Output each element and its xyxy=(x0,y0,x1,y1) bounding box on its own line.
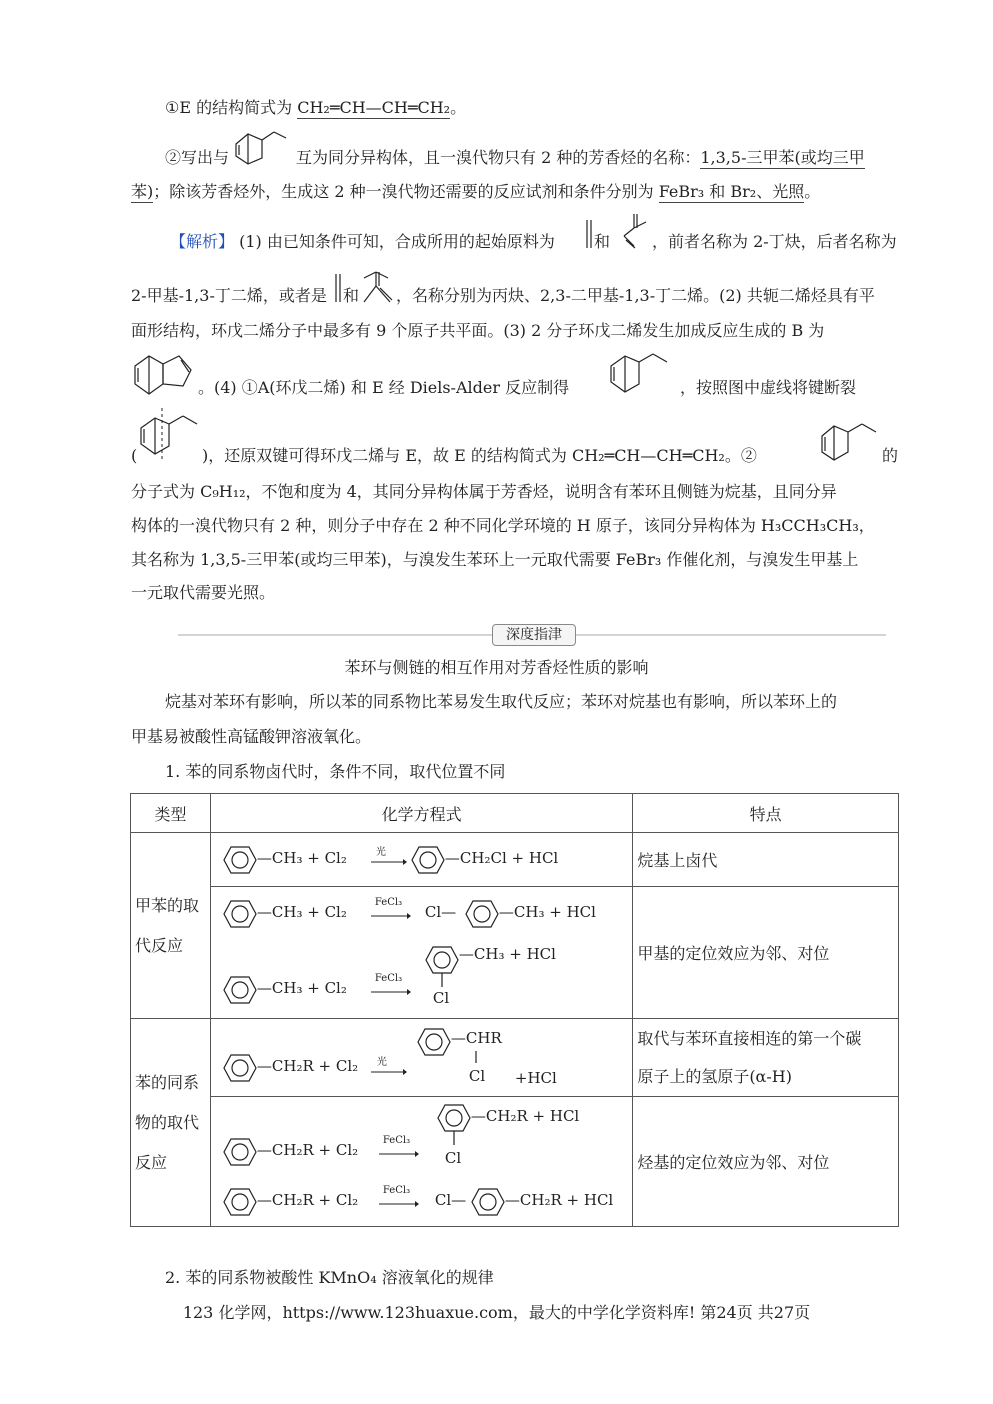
bond-line-icon xyxy=(437,973,447,989)
analysis-text: ，名称分别为丙炔、2,3-二甲基-1,3-丁二烯。(2) 共轭二烯烃具有平 xyxy=(396,286,875,305)
benzene-ring-icon xyxy=(411,845,445,875)
table-row xyxy=(131,887,899,1019)
analysis-text: ，按照图中虚线将键断裂 xyxy=(680,378,857,397)
eq-right: —CH₃ + HCl xyxy=(458,945,556,963)
eq-right: —CH₂R + HCl xyxy=(470,1107,580,1125)
punct: 。 xyxy=(804,182,821,201)
analysis-line4 xyxy=(198,378,569,398)
analysis-text: ( xyxy=(131,446,138,465)
eq-condition: FeCl₃ xyxy=(382,1185,411,1196)
eq-left: —CH₂R + Cl₂ xyxy=(256,1141,359,1159)
q4-line2 xyxy=(165,148,229,168)
dimethylbutadiene-structure-icon xyxy=(360,268,396,306)
section-p2: 甲基易被酸性高锰酸钾溶液氧化。 xyxy=(131,727,372,746)
eq-condition: FeCl₃ xyxy=(374,973,403,984)
eq-tail: +HCl xyxy=(514,1069,557,1087)
feature-cell: 烃基的定位效应为邻、对位 xyxy=(633,1097,899,1227)
isomer-answer: 1,3,5-三甲苯(或均三甲 xyxy=(700,148,865,167)
analysis-text: )，还原双键可得环戊二烯与 E，故 E 的结构简式为 CH₂═CH—CH═CH₂。② xyxy=(202,446,757,465)
q4-line1 xyxy=(165,98,466,118)
feature-cell: 烷基上卤代 xyxy=(633,833,899,887)
eq-substituent: Cl xyxy=(468,1067,486,1085)
eq-substituent: Cl xyxy=(432,989,450,1007)
eq-left: —CH₃ + Cl₂ xyxy=(256,903,347,921)
feature-text: 原子上的氢原子(α-H) xyxy=(637,1066,792,1086)
analysis-line2b xyxy=(343,286,359,306)
benzene-ring-icon xyxy=(223,1137,257,1167)
analysis-text: 。(4) ①A(环戊二烯) 和 E 经 Diels-Alder 反应制得 xyxy=(198,378,570,397)
eq-left: —CH₃ + Cl₂ xyxy=(256,979,347,997)
benzene-ring-icon xyxy=(223,1187,257,1217)
isoprene-structure-icon xyxy=(618,212,650,250)
dicyclopentadiene-structure-icon xyxy=(131,350,197,400)
item2: 2. 苯的同系物被酸性 KMnO₄ 溶液氧化的规律 xyxy=(165,1268,494,1287)
reaction-table xyxy=(130,793,899,1227)
analysis-text: ，前者名称为 2-丁炔，后者名称为 xyxy=(652,232,897,251)
eq-left: —CH₃ + Cl₂ xyxy=(256,849,347,867)
eq-left: —CH₂R + Cl₂ xyxy=(256,1191,359,1209)
analysis-text: 构体的一溴代物只有 2 种，则分子中存在 2 种不同化学环境的 H 原子，该同分异构体为 H₃CCH₃CH₃， xyxy=(131,516,875,535)
eq-prefix: Cl— xyxy=(434,1191,467,1209)
analysis-line3 xyxy=(131,321,824,341)
q4-line3 xyxy=(131,182,820,202)
benzene-ring-icon xyxy=(223,975,257,1005)
isomer-mid: 互为同分异构体，且一溴代物只有 2 种的芳香烃的名称： xyxy=(296,148,701,167)
norbornene-vinyl-ref-icon xyxy=(818,420,880,470)
table-row xyxy=(131,833,899,887)
analysis-line8 xyxy=(131,550,858,570)
benzene-ring-icon xyxy=(471,1187,505,1217)
reaction-arrow-icon xyxy=(371,1069,407,1075)
equation-cell xyxy=(210,1019,632,1097)
analysis-line1c xyxy=(652,232,897,252)
analysis-text: 2-甲基-1,3-丁二烯，或者是 xyxy=(131,286,327,305)
e-formula-answer: CH₂═CH—CH═CH₂ xyxy=(297,98,451,117)
table-header: 特点 xyxy=(633,794,899,833)
eq-right: —CH₃ + HCl xyxy=(498,903,596,921)
eq-left: —CH₂R + Cl₂ xyxy=(256,1057,359,1075)
table-row xyxy=(131,1097,899,1227)
norbornene-vinyl-product-icon xyxy=(607,348,671,398)
eq-prefix: Cl— xyxy=(424,903,457,921)
q4-line2b xyxy=(296,148,865,168)
type-cell xyxy=(131,833,211,1019)
punct: 。 xyxy=(450,98,467,117)
reagent-answer: FeBr₃ 和 Br₂、光照 xyxy=(658,182,805,201)
eq-right: —CHR xyxy=(450,1029,502,1047)
benzene-ring-icon xyxy=(223,899,257,929)
eq-condition: FeCl₃ xyxy=(382,1135,411,1146)
eq-right: —CH₂Cl + HCl xyxy=(444,849,559,867)
equation-cell xyxy=(210,833,632,887)
analysis-line2c xyxy=(396,286,875,306)
type-text: 苯的同系 xyxy=(135,1072,200,1092)
table-header: 类型 xyxy=(131,794,211,833)
bond-line-icon xyxy=(471,1051,481,1065)
analysis-text: 一元取代需要光照。 xyxy=(131,583,276,602)
eq-substituent: Cl xyxy=(444,1149,462,1167)
bond-cleavage-structure-icon xyxy=(137,408,203,462)
analysis-line9 xyxy=(131,583,275,603)
reaction-arrow-icon xyxy=(371,989,411,995)
section-tag: 深度指津 xyxy=(492,624,576,646)
reaction-arrow-icon xyxy=(371,913,411,919)
analysis-text: (1) 由已知条件可知，合成所用的起始原料为 xyxy=(239,232,555,251)
benzene-ring-icon xyxy=(223,1053,257,1083)
analysis-line4b xyxy=(680,378,856,398)
reaction-arrow-icon xyxy=(371,859,407,865)
isomer-lead: ②写出与 xyxy=(165,148,230,167)
analysis-line2 xyxy=(131,286,327,306)
benzene-ring-icon xyxy=(417,1027,451,1057)
benzene-ring-icon xyxy=(437,1103,471,1133)
type-cell xyxy=(131,1019,211,1227)
e-lead: ①E 的结构简式为 xyxy=(165,98,298,117)
norbornene-vinyl-structure-icon xyxy=(232,128,290,168)
reaction-arrow-icon xyxy=(379,1151,419,1157)
reagent-lead: ；除该芳香烃外，生成这 2 种一溴代物还需要的反应试剂和条件分别为 xyxy=(153,182,659,201)
eq-right: —CH₂R + HCl xyxy=(504,1191,614,1209)
type-text: 代反应 xyxy=(135,935,184,955)
analysis-text: 其名称为 1,3,5-三甲苯(或均三甲苯)，与溴发生苯环上一元取代需要 FeBr₃ 作催化剂，与溴发生甲基上 xyxy=(131,550,859,569)
analysis-text: 面形结构，环戊二烯分子中最多有 9 个原子共平面。(3) 2 分子环戊二烯发生加成反应生成的 B 为 xyxy=(131,321,825,340)
benzene-ring-icon xyxy=(465,899,499,929)
eq-condition: 光 xyxy=(376,1057,387,1068)
analysis-line1b xyxy=(594,232,610,252)
analysis-text: 分子式为 C₉H₁₂，不饱和度为 4，其同分异构体属于芳香烃，说明含有苯环且侧链为烷基，且同分异 xyxy=(131,482,837,501)
analysis-text: 和 xyxy=(343,286,360,305)
analysis-line1 xyxy=(170,232,555,252)
section-item1: 1. 苯的同系物卤代时，条件不同，取代位置不同 xyxy=(165,762,506,781)
table-row xyxy=(131,1019,899,1097)
feature-cell: 甲基的定位效应为邻、对位 xyxy=(633,887,899,1019)
analysis-line5b xyxy=(202,446,757,466)
analysis-line5c xyxy=(882,446,898,466)
analysis-line6 xyxy=(131,482,837,502)
analysis-text: 的 xyxy=(882,446,899,465)
section-title: 苯环与侧链的相互作用对芳香烃性质的影响 xyxy=(344,658,649,677)
equation-cell xyxy=(210,1097,632,1227)
type-text: 物的取代 xyxy=(135,1112,200,1132)
analysis-text: 和 xyxy=(594,232,611,251)
table-header-row xyxy=(131,794,899,833)
feature-text: 取代与苯环直接相连的第一个碳 xyxy=(637,1028,862,1048)
reaction-arrow-icon xyxy=(379,1201,419,1207)
analysis-line7 xyxy=(131,516,875,536)
table-header: 化学方程式 xyxy=(210,794,632,833)
benzene-ring-icon xyxy=(223,845,257,875)
eq-condition: FeCl₃ xyxy=(374,897,403,908)
page-footer: 123 化学网，https://www.123huaxue.com，最大的中学化学资料库! 第24页 共27页 xyxy=(182,1303,811,1322)
section-p1: 烷基对苯环有影响，所以苯的同系物比苯易发生取代反应；苯环对烷基也有影响，所以苯环上的 xyxy=(165,692,838,711)
feature-cell xyxy=(633,1019,899,1097)
benzene-ring-icon xyxy=(425,945,459,975)
bond-line-icon xyxy=(449,1131,459,1147)
isomer-answer-cont: 苯) xyxy=(131,182,154,201)
type-text: 甲苯的取 xyxy=(135,895,200,915)
eq-condition: 光 xyxy=(375,847,386,858)
equation-cell xyxy=(210,887,632,1019)
type-text: 反应 xyxy=(135,1152,168,1172)
analysis-tag: 【解析】 xyxy=(170,232,235,251)
